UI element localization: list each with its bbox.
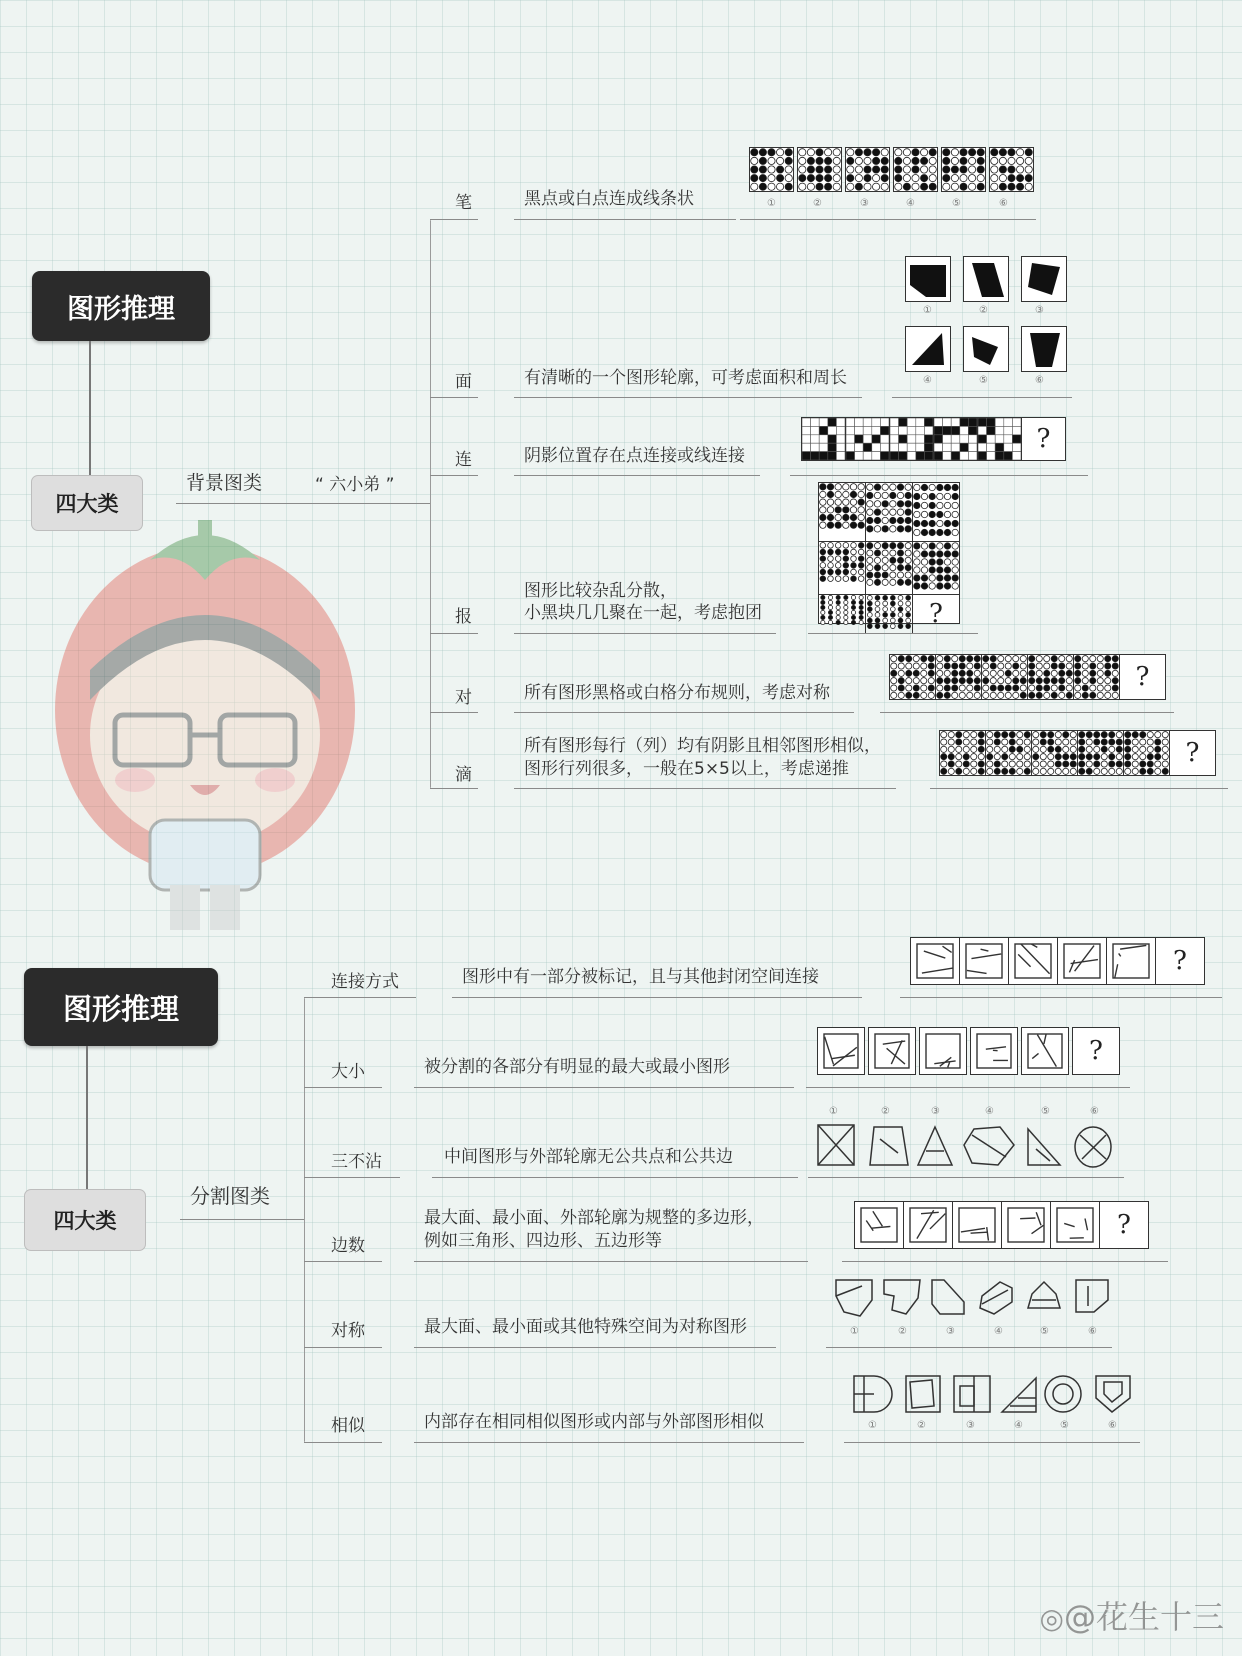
figure-label: ⑥ — [1108, 1420, 1117, 1431]
s2-desc-xiangsi: 内部存在相同相似图形或内部与外部图形相似 — [424, 1412, 764, 1432]
item-figure-underline — [892, 397, 1072, 398]
figure-label: ① — [923, 305, 932, 316]
question-mark: ? — [1072, 1027, 1120, 1075]
item-desc-underline — [414, 1261, 808, 1262]
item-desc-di-line2: 图形行列很多，一般在5×5以上，考虑递推 — [524, 759, 849, 779]
item-figure-underline — [880, 712, 1174, 713]
item-figure-underline — [806, 1087, 1130, 1088]
section1-sub-branch-label: “ 六小弟 ” — [315, 475, 395, 495]
item-desc-bao-line1: 图形比较杂乱分散， — [524, 581, 677, 601]
item-desc-bi: 黑点或白点连成线条状 — [524, 189, 694, 209]
item-figure-underline — [826, 1347, 1112, 1348]
figure-strip-dui — [889, 654, 1166, 700]
section2-category: 四大类 — [24, 1189, 146, 1251]
figure-label: ④ — [906, 198, 915, 209]
item-key-underline — [430, 633, 478, 634]
section2-branch-label: 分割图类 — [190, 1184, 270, 1208]
question-mark: ? — [1185, 738, 1200, 768]
item-figure-underline — [844, 1442, 1140, 1443]
figure-label: ⑤ — [952, 198, 961, 209]
s2-key-lianjie: 连接方式 — [331, 972, 399, 992]
item-key-underline — [304, 1442, 382, 1443]
figure-label: ② — [917, 1420, 926, 1431]
figure-label: ⑥ — [1090, 1106, 1099, 1117]
item-key-underline — [304, 997, 416, 998]
question-mark: ? — [1173, 946, 1187, 976]
figure-label: ④ — [994, 1326, 1003, 1337]
item-key-underline — [304, 1261, 382, 1262]
section2-connector — [86, 1046, 88, 1199]
item-figure-underline — [740, 219, 1036, 220]
item-key-underline — [304, 1347, 382, 1348]
figure-label: ④ — [923, 375, 932, 386]
item-desc-lian: 阴影位置存在点连接或线连接 — [524, 446, 745, 466]
question-mark: ? — [1117, 1210, 1131, 1240]
item-desc-mian: 有清晰的一个图形轮廓，可考虑面积和周长 — [524, 368, 847, 388]
figure-label: ② — [813, 198, 822, 209]
item-key-underline — [430, 712, 478, 713]
section2-title: 图形推理 — [24, 968, 218, 1046]
figure-label: ③ — [946, 1326, 955, 1337]
section1-branch-label: 背景图类 — [186, 472, 263, 494]
figure-label: ③ — [860, 198, 869, 209]
section1-brace — [430, 220, 431, 788]
figure-label: ⑥ — [1035, 375, 1044, 386]
watermark — [1040, 1592, 1224, 1638]
figure-strip-lianjie — [910, 937, 1205, 985]
s2-key-xiangsi: 相似 — [331, 1416, 365, 1436]
figure-label: ⑤ — [979, 375, 988, 386]
figure-label: ⑤ — [1060, 1420, 1069, 1431]
s2-key-sanbuzhan: 三不沾 — [331, 1152, 382, 1172]
figure-label: ② — [898, 1326, 907, 1337]
section1-title: 图形推理 — [32, 271, 210, 341]
figure-strip-daxiao — [817, 1027, 1123, 1075]
section2-brace — [304, 998, 305, 1442]
item-figure-underline — [808, 1177, 1124, 1178]
item-key-underline — [430, 475, 478, 476]
item-desc-underline — [514, 788, 896, 789]
item-figure-underline — [808, 633, 978, 634]
item-key-mian: 面 — [455, 372, 472, 392]
figure-strip-duichen — [832, 1276, 1112, 1332]
figure-label: ③ — [931, 1106, 940, 1117]
section1-category: 四大类 — [31, 475, 143, 531]
item-desc-dui: 所有图形黑格或白格分布规则，考虑对称 — [524, 683, 830, 703]
figure-label: ⑤ — [1041, 1106, 1050, 1117]
figure-strip-bi — [749, 147, 1037, 192]
figure-label: ⑥ — [1088, 1326, 1097, 1337]
item-desc-underline — [432, 1177, 798, 1178]
figure-label: ① — [829, 1106, 838, 1117]
figure-label: ③ — [1035, 305, 1044, 316]
item-desc-underline — [414, 1442, 804, 1443]
figure-label: ② — [881, 1106, 890, 1117]
section2-branch-underline — [180, 1219, 304, 1220]
figure-label: ③ — [966, 1420, 975, 1431]
item-key-underline — [304, 1177, 400, 1178]
sub-branch-connector — [412, 503, 430, 504]
figure-label: ① — [868, 1420, 877, 1431]
figure-strip-bianshu — [854, 1201, 1149, 1249]
item-desc-underline — [514, 219, 736, 220]
branch-connector — [286, 503, 306, 504]
item-key-underline — [304, 1087, 382, 1088]
s2-desc-bianshu-line1: 最大面、最小面、外部轮廓为规整的多边形， — [424, 1208, 764, 1228]
s2-desc-sanbuzhan: 中间图形与外部轮廓无公共点和公共边 — [444, 1147, 733, 1167]
item-key-underline — [430, 219, 478, 220]
s2-key-daxiao: 大小 — [331, 1062, 365, 1082]
figure-label: ④ — [1014, 1420, 1023, 1431]
figure-strip-lian — [801, 417, 1066, 461]
figure-label: ⑥ — [999, 198, 1008, 209]
figure-strip-xiangsi — [850, 1372, 1135, 1422]
item-figure-underline — [842, 1261, 1168, 1262]
question-mark: ? — [1135, 662, 1150, 692]
s2-desc-bianshu-line2: 例如三角形、四边形、五边形等 — [424, 1231, 662, 1251]
item-figure-underline — [900, 997, 1222, 998]
item-key-di: 滴 — [455, 765, 472, 785]
s2-desc-daxiao: 被分割的各部分有明显的最大或最小图形 — [424, 1057, 730, 1077]
s2-key-bianshu: 边数 — [331, 1236, 365, 1256]
s2-desc-lianjie: 图形中有一部分被标记，且与其他封闭空间连接 — [462, 967, 819, 987]
figure-label: ① — [767, 198, 776, 209]
section1-sub-branch-underline — [306, 503, 412, 504]
figure-grid-mian-row1 — [905, 256, 1070, 302]
figure-grid-mian-row2 — [905, 326, 1070, 372]
item-desc-underline — [414, 1347, 776, 1348]
item-key-bao: 报 — [455, 607, 472, 627]
figure-label: ② — [979, 305, 988, 316]
item-key-lian: 连 — [455, 450, 472, 470]
item-desc-bao-line2: 小黑块几几聚在一起，考虑抱团 — [524, 603, 762, 623]
item-desc-di-line1: 所有图形每行（列）均有阴影且相邻图形相似， — [524, 736, 881, 756]
item-figure-underline — [930, 788, 1228, 789]
tomato-mascot-image — [30, 520, 380, 940]
item-desc-underline — [514, 475, 760, 476]
item-desc-underline — [514, 633, 776, 634]
item-key-underline — [430, 397, 478, 398]
item-desc-underline — [514, 397, 862, 398]
question-mark: ? — [929, 599, 943, 629]
s2-desc-duichen: 最大面、最小面或其他特殊空间为对称图形 — [424, 1317, 747, 1337]
figure-strip-sanbuzhan — [814, 1105, 1124, 1175]
item-key-underline — [430, 788, 478, 789]
item-figure-underline — [790, 475, 1088, 476]
weibo-icon: ◎ — [1039, 1602, 1064, 1635]
item-key-dui: 对 — [455, 688, 472, 708]
section1-branch-underline — [176, 503, 286, 504]
question-mark: ? — [1022, 418, 1065, 460]
item-desc-underline — [514, 712, 854, 713]
figure-label: ④ — [985, 1106, 994, 1117]
figure-grid-bao — [818, 482, 960, 629]
figure-label: ⑤ — [1040, 1326, 1049, 1337]
s2-key-duichen: 对称 — [331, 1321, 365, 1341]
section1-connector — [89, 341, 91, 476]
figure-strip-di — [939, 730, 1216, 776]
item-desc-underline — [414, 1087, 794, 1088]
item-key-bi: 笔 — [455, 193, 472, 213]
figure-label: ① — [850, 1326, 859, 1337]
item-desc-underline — [452, 997, 862, 998]
watermark-text: @花生十三 — [1063, 1598, 1224, 1636]
